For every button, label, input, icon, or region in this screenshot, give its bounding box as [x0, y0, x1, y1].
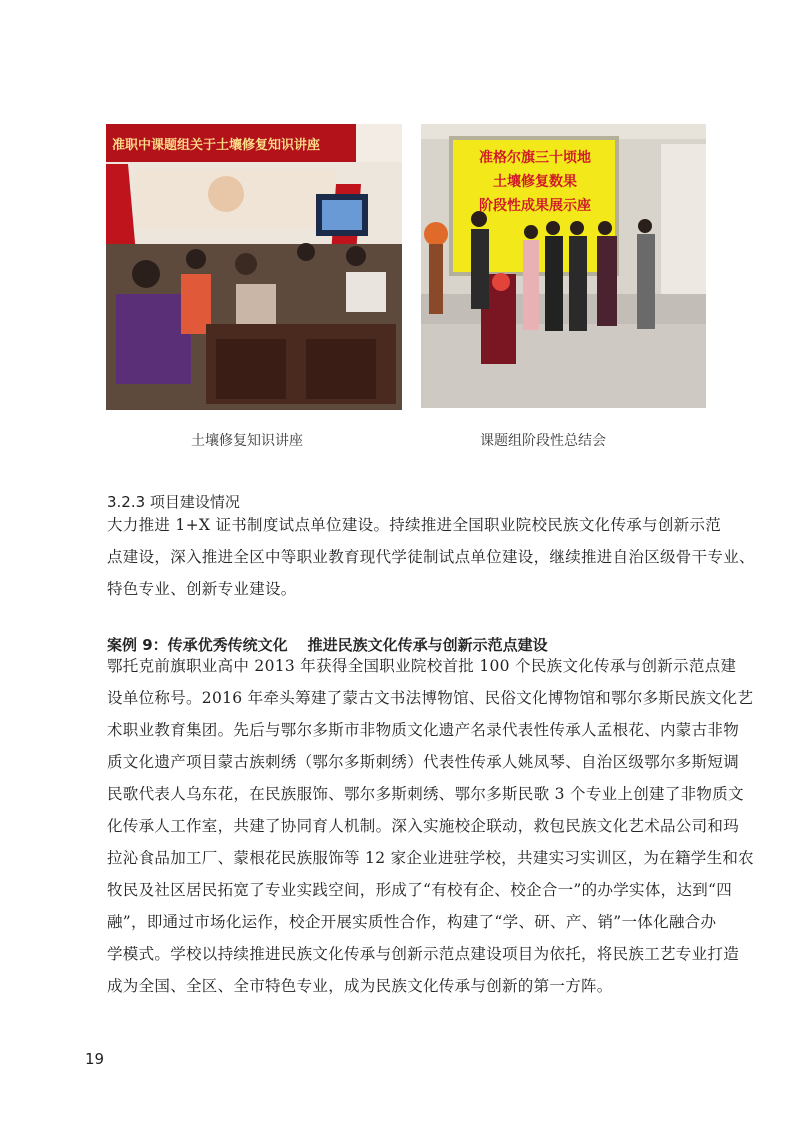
summary-meeting-caption: 课题组阶段性总结会	[480, 433, 606, 449]
section-paragraph	[107, 509, 755, 605]
paragraph-line: 学模式。学校以持续推进民族文化传承与创新示范点建设项目为依托，将民族工艺专业打造	[107, 945, 740, 963]
page-number: 19	[85, 1050, 105, 1068]
paragraph-line: 鄂托克前旗职业高中 2013 年获得全国职业院校首批 100 个民族文化传承与创新示范点建	[107, 657, 737, 675]
paragraph-line: 民歌代表人乌东花，在民族服饰、鄂尔多斯刺绣、鄂尔多斯民歌 3 个专业上创建了非物质文	[107, 785, 744, 803]
summary-screen-text	[457, 146, 613, 218]
case-title-subject: 推进民族文化传承与创新示范点建设	[307, 636, 548, 654]
summary-meeting-photo	[421, 124, 706, 408]
lecture-banner-text: 准职中课题组关于土壤修复知识讲座	[112, 138, 321, 153]
paragraph-line: 设单位称号。2016 年牵头筹建了蒙古文书法博物馆、民俗文化博物馆和鄂尔多斯民族文化艺	[107, 689, 754, 707]
lecture-photo	[106, 124, 402, 410]
case-title-label: 案例 9：传承优秀传统文化	[107, 636, 288, 654]
paragraph-line: 特色专业、创新专业建设。	[107, 580, 297, 598]
paragraph-line: 融”，即通过市场化运作，校企开展实质性合作，构建了“学、研、产、销”一体化融合办	[107, 913, 717, 931]
paragraph-line: 点建设，深入推进全区中等职业教育现代学徒制试点单位建设，继续推进自治区级骨干专业、	[107, 548, 755, 566]
summary-screen-line: 准格尔旗三十顷地	[479, 150, 591, 166]
paragraph-line: 化传承人工作室，共建了协同育人机制。深入实施校企联动，救包民族文化艺术品公司和玛	[107, 817, 740, 835]
paragraph-line: 术职业教育集团。先后与鄂尔多斯市非物质文化遗产名录代表性传承人孟根花、内蒙古非物	[107, 721, 740, 739]
section-heading: 3.2.3 项目建设情况	[107, 493, 240, 511]
paragraph-line: 质文化遗产项目蒙古族刺绣（鄂尔多斯刺绣）代表性传承人姚凤琴、自治区级鄂尔多斯短调	[107, 753, 740, 771]
lecture-photo-image	[106, 124, 402, 410]
lecture-caption: 土壤修复知识讲座	[191, 433, 303, 449]
summary-screen-line: 土壤修复数果	[493, 174, 577, 190]
paragraph-line: 拉沁食品加工厂、蒙根花民族服饰等 12 家企业进驻学校，共建实习实训区，为在籍学生和农	[107, 849, 754, 867]
paragraph-line: 大力推进 1+X 证书制度试点单位建设。持续推进全国职业院校民族文化传承与创新示范	[107, 516, 722, 534]
paragraph-line: 牧民及社区居民拓宽了专业实践空间，形成了“有校有企、校企合一”的办学实体，达到“四	[107, 881, 733, 899]
paragraph-line: 成为全国、全区、全市特色专业，成为民族文化传承与创新的第一方阵。	[107, 977, 613, 995]
summary-screen-line: 阶段性成果展示座	[479, 198, 591, 214]
case-paragraph	[107, 650, 754, 1002]
